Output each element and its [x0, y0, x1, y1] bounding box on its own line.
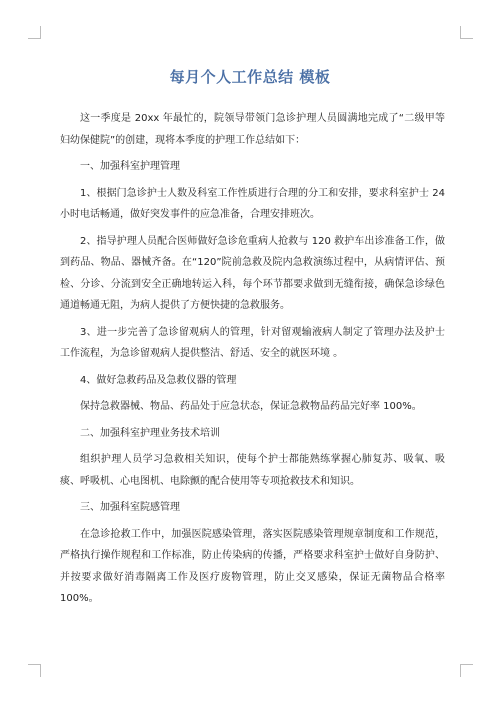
section-paragraph-2: 组织护理人员学习急救相关知识，使每个护士都能熟练掌握心肺复苏、吸氧、吸痰、呼吸机、心电图机、电除颤的配合使用等专项抢救技术和知识。 — [60, 454, 445, 487]
intro-paragraph: 这一季度是 20xx 年最忙的，院领导带领门急诊护理人员圆满地完成了“二级甲等妇幼保健院”的创建，现将本季度的护理工作总结如下： — [60, 113, 445, 146]
document-body — [60, 108, 445, 615]
section-heading-2: 二、加强科室护理业务技术培训 — [80, 427, 220, 439]
section-paragraph-3: 在急诊抢救工作中，加强医院感染管理，落实医院感染管理规章制度和工作规范，严格执行操作规程和工作标准，防止传染病的传播，严格要求科室护士做好自身防护、并按要求做好消毒隔离工作及医疗废物管理，防止交叉感染，保证无菌物品合格率 100%。 — [60, 528, 445, 604]
item-paragraph-2: 2、指导护理人员配合医师做好急诊危重病人抢救与 120 救护车出诊准备工作，做到药品、物品、器械齐备。在“120”院前急救及院内急救演练过程中，从病情评估、预检、分诊、分流到安全正确地转运入科，每个环节都要求做到无缝衔接，确保急诊绿色通道畅通无阻，为病人提供了方便快捷的急救服务。 — [60, 235, 445, 311]
crop-mark-top-left — [28, 26, 41, 39]
item-paragraph-3: 3、进一步完善了急诊留观病人的管理，针对留观输液病人制定了管理办法及护士工作流程，为急诊留观病人提供整洁、舒适、安全的就医环境 。 — [60, 326, 445, 359]
crop-mark-bottom-right — [460, 664, 473, 677]
section-heading-3: 三、加强科室院感管理 — [80, 502, 180, 513]
crop-mark-top-right — [460, 26, 473, 39]
item-paragraph-1: 1、根据门急诊护士人数及科室工作性质进行合理的分工和安排，要求科室护士 24 小时电话畅通，做好突发事件的应急准备，合理安排班次。 — [60, 187, 445, 220]
section-heading-1: 一、加强科室护理管理 — [80, 161, 180, 172]
item-paragraph-4: 保持急救器械、物品、药品处于应急状态，保证急救物品药品完好率 100%。 — [80, 401, 422, 412]
crop-mark-bottom-left — [28, 664, 41, 677]
document-title: 每月个人工作总结 模板 — [169, 68, 331, 86]
item-heading-4: 4、做好急救药品及急救仪器的管理 — [80, 374, 237, 386]
